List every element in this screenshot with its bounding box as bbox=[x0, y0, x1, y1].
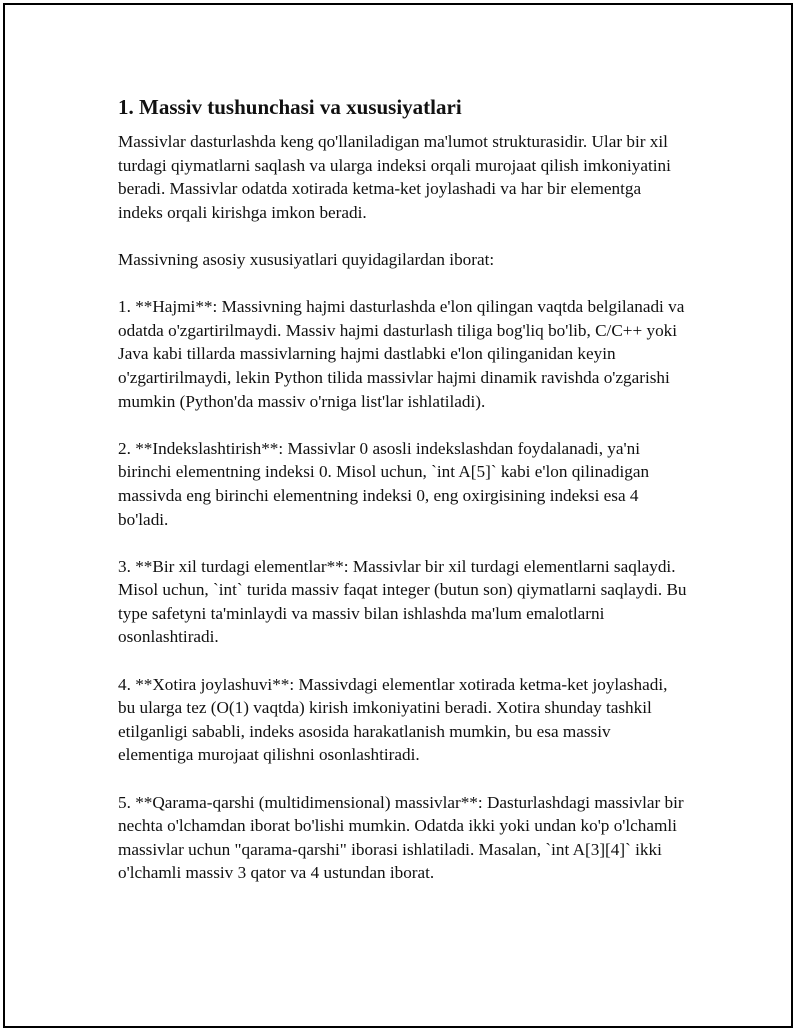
property-indexing: 2. **Indekslashtirish**: Massivlar 0 asosli indekslashdan foydalanadi, ya'ni birinchi elementning indeksi 0. Misol uchun, `int A[5]` kabi e'lon qilinadigan massivda eng birinchi elementning indeksi 0, eng oxirgisining indeksi esa 4 bo'ladi. bbox=[118, 438, 650, 529]
document-body bbox=[118, 94, 688, 909]
intro-paragraph: Massivlar dasturlashda keng qo'llaniladigan ma'lumot strukturasidir. Ular bir xil turdagi qiymatlarni saqlash va ularga indeksi orqali murojaat qilish imkoniyatini beradi. Massivlar odatda xotirada ketma-ket joylashadi va har bir elementga indeks orqali kirishga imkon beradi. bbox=[118, 132, 671, 222]
property-multidimensional: 5. **Qarama-qarshi (multidimensional) massivlar**: Dasturlashdagi massivlar bir nechta o'lchamdan iborat bo'lishi mumkin. Odatda ikki yoki undan ko'p o'lchamli massivlar uchun "qarama-qarshi" iborasi ishlatiladi. Masalan, `int A[3][4]` ikki o'lchamli massiv 3 qator va 4 ustundan iborat. bbox=[118, 792, 684, 883]
properties-intro: Massivning asosiy xususiyatlari quyidagilardan iborat: bbox=[118, 249, 495, 269]
property-size: 1. **Hajmi**: Massivning hajmi dasturlashda e'lon qilingan vaqtda belgilanadi va odatda o'zgartirilmaydi. Massiv hajmi dasturlash tiliga bog'liq bo'lib, C/C++ yoki Java kabi tillarda massivlarning hajmi dastlabki e'lon qilinganidan keyin o'zgartirilmaydi, lekin Python tilida massivlar hajmi dinamik ravishda o'zgarishi mumkin (Python'da massiv o'rniga list'lar ishlatiladi). bbox=[118, 297, 685, 411]
property-memory-layout: 4. **Xotira joylashuvi**: Massivdagi elementlar xotirada ketma-ket joylashadi, bu ularga tez (O(1) vaqtda) kirish imkoniyatini beradi. Xotira shunday tashkil etilganligi sababli, indeks asosida harakatlanish mumkin, bu esa massiv elementiga murojaat qilishni osonlashtiradi. bbox=[118, 674, 668, 765]
property-same-type: 3. **Bir xil turdagi elementlar**: Massivlar bir xil turdagi elementlarni saqlaydi. Misol uchun, `int` turida massiv faqat integer (butun son) qiymatlarni saqlaydi. Bu type safetyni ta'minlaydi va massiv bilan ishlashda ma'lum emalotlarni osonlashtiradi. bbox=[118, 556, 687, 647]
section-heading: 1. Massiv tushunchasi va xususiyatlari bbox=[118, 95, 462, 119]
